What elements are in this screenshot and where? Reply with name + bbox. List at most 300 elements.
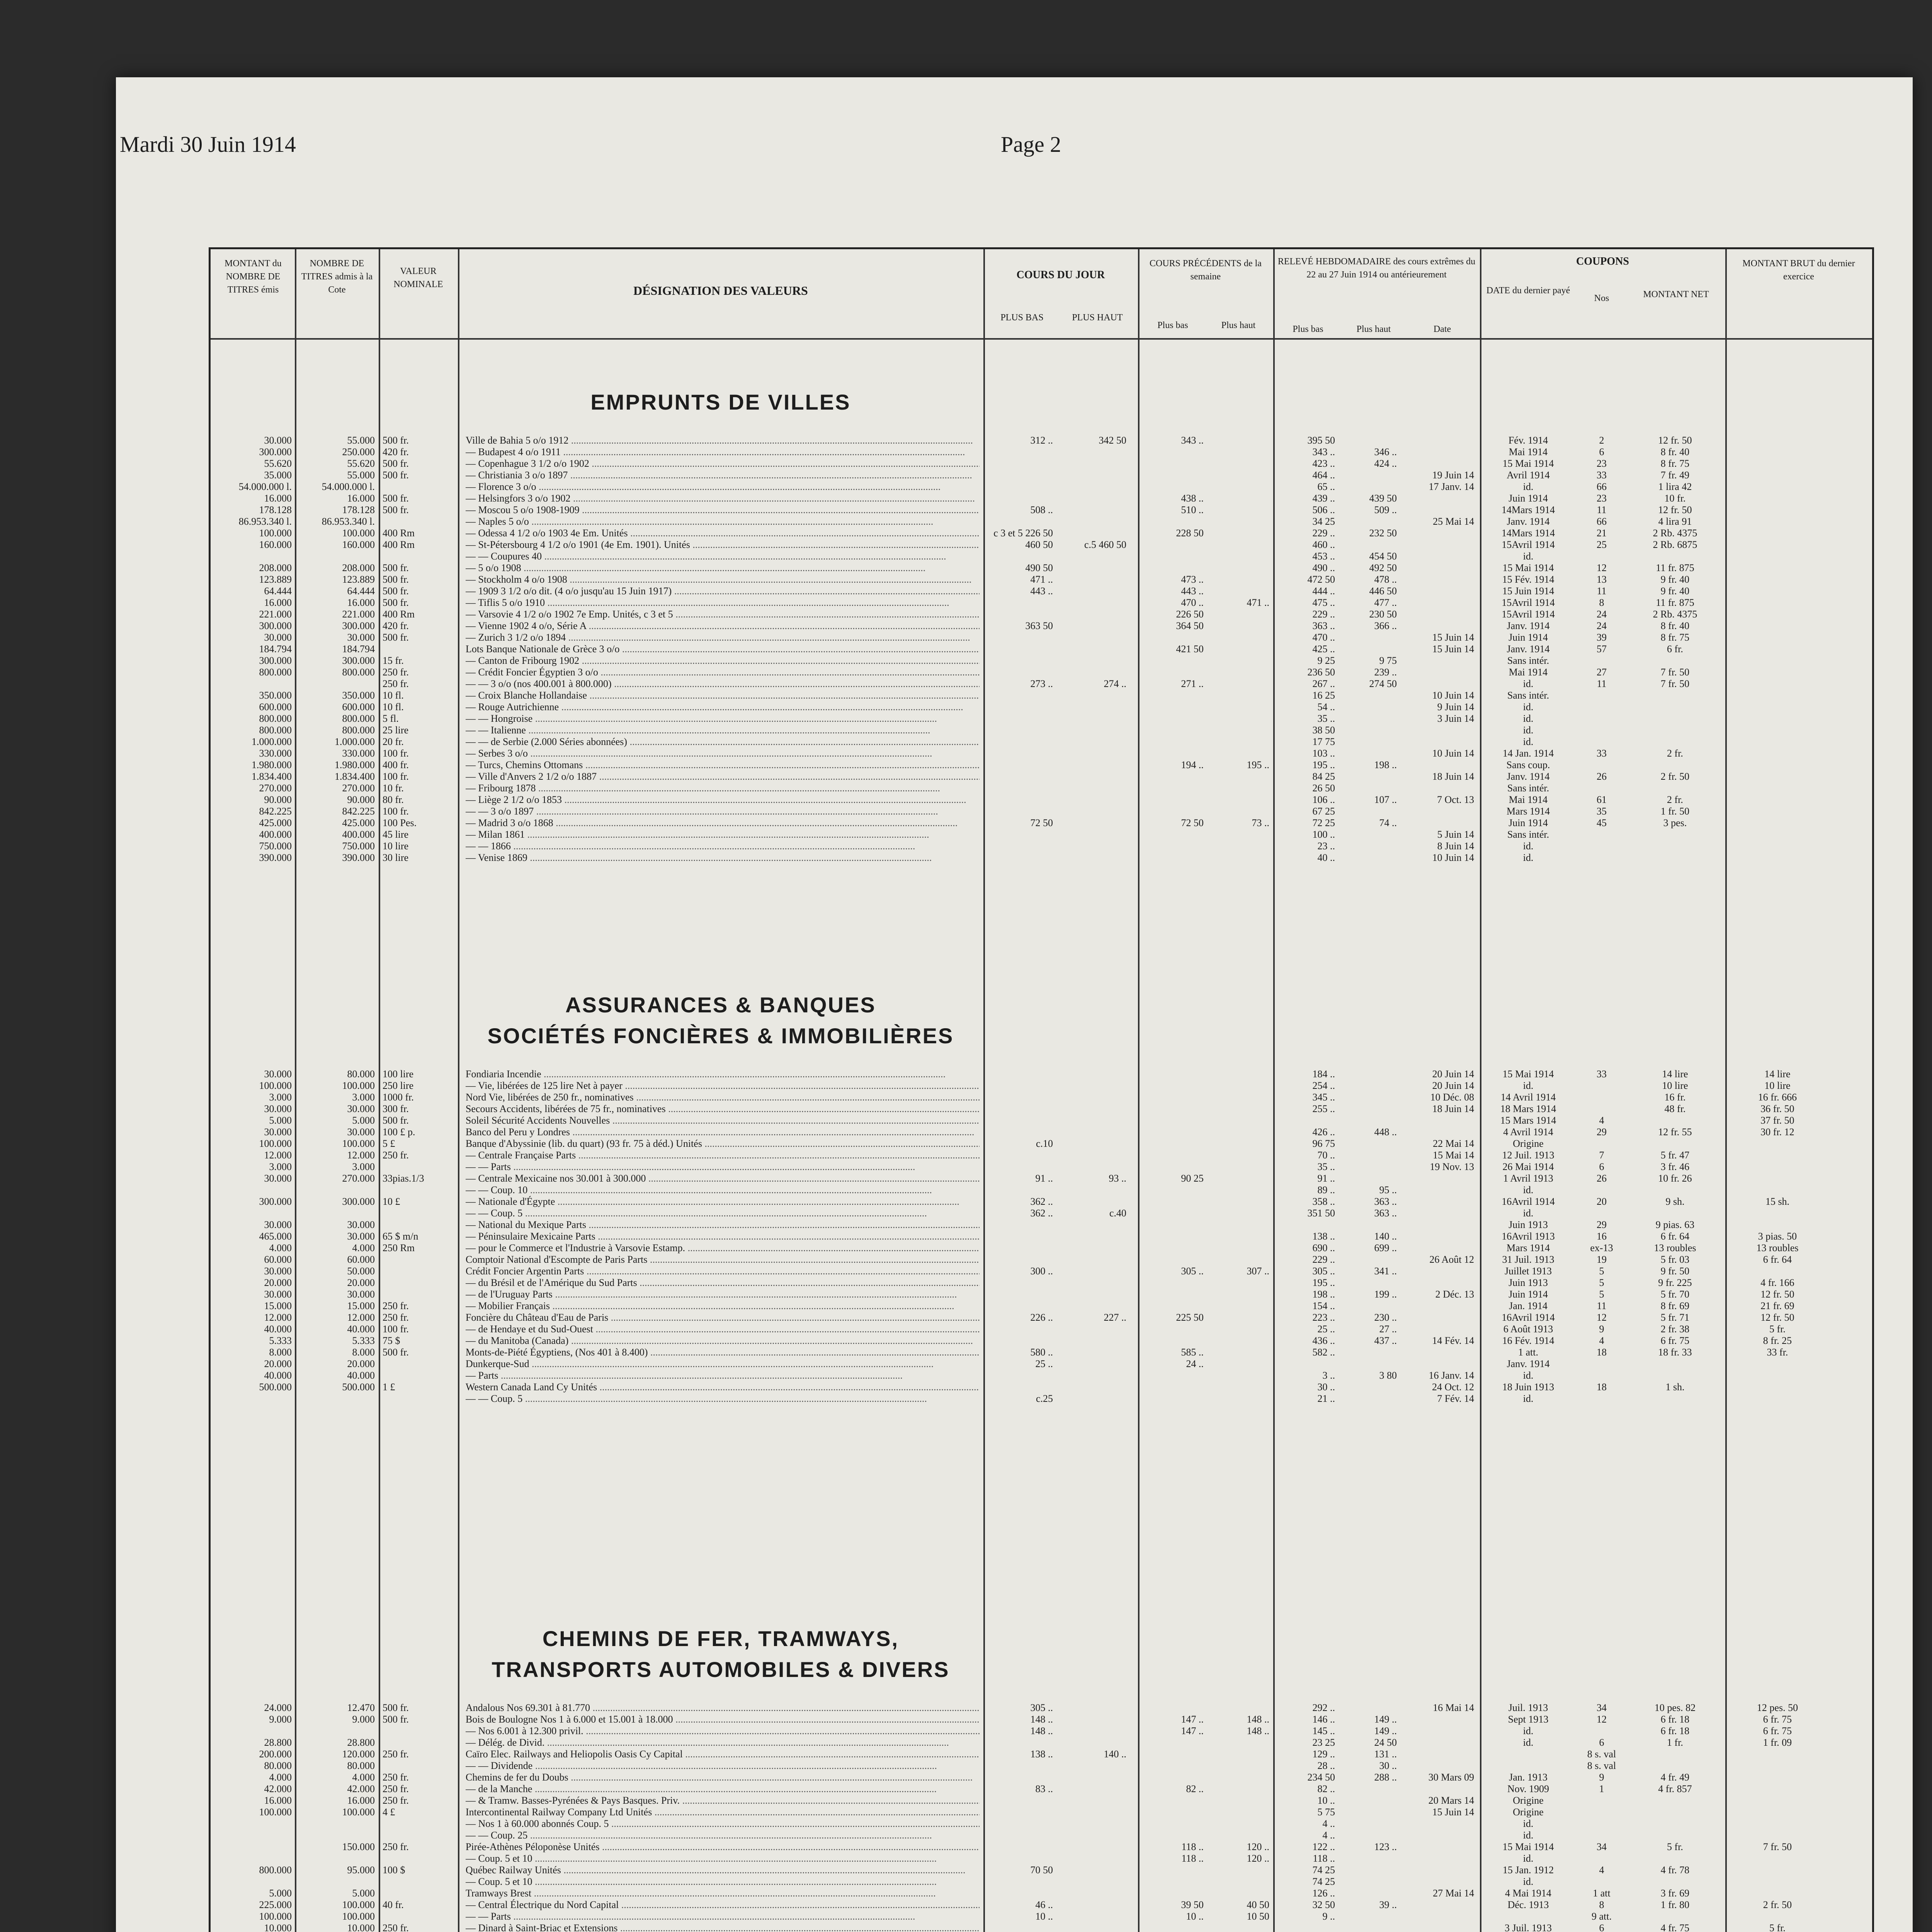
cell-nombre: 55.000: [347, 435, 375, 446]
section-rows: [211, 1702, 1872, 1932]
cell-valeur: 420 fr.: [383, 620, 409, 631]
cell-coupon-num: 8: [1599, 597, 1604, 608]
cell-releve-haut: 140 ..: [1374, 1231, 1397, 1242]
cell-montant-net: 10 pes. 82: [1654, 1702, 1696, 1713]
cell-montant-net: 7 fr. 50: [1660, 667, 1690, 678]
cell-coupon-date: Janv. 1914: [1507, 643, 1550, 655]
cell-releve-date: 22 Mai 14: [1433, 1138, 1474, 1149]
table-row: [211, 1702, 1872, 1714]
cell-designation: — Dinard à Saint-Briac et Extensions .....: [466, 1922, 980, 1932]
cell-valeur: 100 fr.: [383, 806, 409, 817]
cell-montant: 300.000: [259, 620, 292, 631]
cell-designation: Secours Accidents, libérées de 75 fr., nominatives .....: [466, 1103, 980, 1115]
cell-montant-net: 8 fr. 75: [1660, 458, 1690, 469]
cell-valeur: 400 Rm: [383, 527, 415, 539]
cell-coupon-num: 9 att.: [1592, 1911, 1612, 1922]
cell-montant: 86.953.340 l.: [238, 516, 292, 527]
cell-montant-net: 7 fr. 49: [1660, 469, 1690, 481]
cell-releve-bas: 28 ..: [1317, 1760, 1335, 1771]
cell-valeur: 40 fr.: [383, 1899, 404, 1910]
cell-releve-haut: 448 ..: [1374, 1126, 1397, 1138]
cell-valeur: 250 fr.: [383, 1312, 409, 1323]
cell-valeur: 250 fr.: [383, 1841, 409, 1852]
cell-montant-net: 2 Rb. 4375: [1653, 609, 1697, 620]
cell-montant: 1.980.000: [252, 759, 292, 770]
cell-valeur: 500 fr.: [383, 504, 409, 515]
cell-montant-net: 6 fr. 18: [1660, 1714, 1690, 1725]
cell-coupon-num: 35: [1597, 806, 1607, 817]
cell-coupon-date: 26 Mai 1914: [1502, 1161, 1554, 1172]
hdr-rel-bas: Plus bas: [1293, 324, 1323, 334]
cell-montant: 60.000: [264, 1254, 292, 1265]
hdr-montant-net: MONTANT NET: [1643, 289, 1709, 299]
table-row: [211, 1737, 1872, 1748]
cell-nombre: 750.000: [342, 840, 375, 852]
quotation-table: [209, 247, 1874, 1932]
hdr-prec-haut: Plus haut: [1221, 320, 1256, 330]
table-row: [211, 516, 1872, 527]
cell-releve-bas: 16 25: [1312, 690, 1335, 701]
cell-releve-bas: 35 ..: [1317, 713, 1335, 724]
cell-prec-bas: 147 ..: [1181, 1725, 1204, 1736]
cell-releve-bas: 425 ..: [1312, 643, 1335, 655]
cell-releve-haut: 477 ..: [1374, 597, 1397, 608]
cell-valeur: 500 fr.: [383, 493, 409, 504]
cell-releve-date: 27 Mai 14: [1433, 1888, 1474, 1899]
cell-montant: 35.000: [264, 469, 292, 481]
cell-designation: — Nos 1 à 60.000 abonnés Coup. 5 .....: [466, 1818, 980, 1830]
table-row: [211, 1876, 1872, 1888]
cell-coupon-date: 15 Fév. 1914: [1502, 574, 1554, 585]
cell-releve-date: 19 Nov. 13: [1430, 1161, 1474, 1172]
cell-nombre: 842.225: [342, 806, 375, 817]
cell-montant: 15.000: [264, 1300, 292, 1311]
cell-montant-net: 1 sh.: [1665, 1381, 1685, 1393]
cell-coupon-date: 15 Mai 1914: [1502, 1841, 1554, 1852]
cell-montant-brut: 12 fr. 50: [1760, 1312, 1794, 1323]
cell-nombre: 64.444: [347, 585, 375, 597]
cell-designation: — Vie, libérées de 125 lire Net à payer .....: [466, 1080, 980, 1092]
cell-montant-net: 12 fr. 55: [1658, 1126, 1692, 1138]
table-row: [211, 1219, 1872, 1231]
cell-releve-haut: 274 50: [1369, 678, 1397, 689]
cell-designation: — Naples 5 o/o .....: [466, 516, 980, 527]
cell-montant: 750.000: [259, 840, 292, 852]
cell-nombre: 30.000: [347, 1289, 375, 1300]
cell-releve-date: 25 Mai 14: [1433, 516, 1474, 527]
table-row: [211, 643, 1872, 655]
cell-cours-bas: 490 50: [1025, 562, 1053, 573]
cell-montant-brut: 8 fr. 25: [1763, 1335, 1792, 1346]
section-title: CHEMINS DE FER, TRAMWAYS,: [542, 1626, 899, 1651]
cell-montant: 16.000: [264, 1795, 292, 1806]
cell-montant-net: 48 fr.: [1664, 1103, 1686, 1114]
cell-coupon-date: 15Avril 1914: [1502, 609, 1555, 620]
cell-valeur: 500 fr.: [383, 469, 409, 481]
hdr-cours-prec: COURS PRÉCÉDENTS de la semaine: [1149, 259, 1262, 282]
cell-releve-date: 7 Fév. 14: [1437, 1393, 1474, 1404]
cell-valeur: 100 fr.: [383, 771, 409, 782]
cell-montant-net: 8 fr. 40: [1660, 620, 1690, 631]
cell-montant: 400.000: [259, 829, 292, 840]
cell-releve-bas: 100 ..: [1312, 829, 1335, 840]
cell-releve-haut: 239 ..: [1374, 667, 1397, 678]
cell-releve-bas: 234 50: [1307, 1772, 1335, 1783]
cell-montant-brut: 1 fr. 09: [1763, 1737, 1792, 1748]
cell-valeur: 400 Rm: [383, 539, 415, 550]
cell-coupon-num: 12: [1597, 1312, 1607, 1323]
cell-releve-bas: 5 75: [1317, 1806, 1335, 1818]
cell-releve-haut: 492 50: [1369, 562, 1397, 573]
cell-montant-brut: 4 fr. 166: [1760, 1277, 1794, 1288]
cell-releve-haut: 366 ..: [1374, 620, 1397, 631]
cell-releve-bas: 67 25: [1312, 806, 1335, 817]
cell-releve-bas: 129 ..: [1312, 1748, 1335, 1760]
table-row: [211, 736, 1872, 748]
cell-montant: 12.000: [264, 1312, 292, 1323]
cell-releve-bas: 444 ..: [1312, 585, 1335, 597]
cell-designation: — Coup. 5 et 10 .....: [466, 1876, 980, 1888]
cell-nombre: 221.000: [342, 609, 375, 620]
cell-prec-bas: 194 ..: [1181, 759, 1204, 770]
cell-montant-net: 5 fr. 71: [1660, 1312, 1690, 1323]
cell-montant-brut: 5 fr.: [1769, 1922, 1786, 1932]
table-row: [211, 1370, 1872, 1381]
cell-designation: — Canton de Fribourg 1902 .....: [466, 655, 980, 667]
cell-designation: — Liège 2 1/2 o/o 1853 .....: [466, 794, 980, 806]
cell-cours-bas: 312 ..: [1030, 435, 1053, 446]
cell-prec-bas: 226 50: [1176, 609, 1204, 620]
cell-coupon-date: 12 Juil. 1913: [1502, 1150, 1554, 1161]
cell-prec-bas: 118 ..: [1181, 1853, 1204, 1864]
cell-nombre: 100.000: [342, 1080, 375, 1091]
cell-valeur: 500 fr.: [383, 632, 409, 643]
cell-montant-brut: 13 roubles: [1756, 1242, 1799, 1253]
cell-valeur: 33pias.1/3: [383, 1173, 424, 1184]
cell-coupon-num: 45: [1597, 817, 1607, 828]
cell-valeur: 250 lire: [383, 1080, 414, 1091]
cell-coupon-num: 13: [1597, 574, 1607, 585]
cell-releve-bas: 70 ..: [1317, 1150, 1335, 1161]
cell-coupon-date: id.: [1523, 1876, 1534, 1887]
cell-releve-bas: 439 ..: [1312, 493, 1335, 504]
cell-montant: 800.000: [259, 1864, 292, 1876]
cell-nombre: 390.000: [342, 852, 375, 863]
cell-designation: Dunkerque-Sud .....: [466, 1358, 980, 1370]
cell-montant: 270.000: [259, 782, 292, 794]
cell-valeur: 500 fr.: [383, 574, 409, 585]
table-row: [211, 713, 1872, 724]
cell-montant: 100.000: [259, 1911, 292, 1922]
cell-prec-haut: 307 ..: [1247, 1265, 1269, 1277]
cell-coupon-num: 33: [1597, 748, 1607, 759]
cell-cours-bas: 70 50: [1030, 1864, 1053, 1876]
cell-designation: — — 3 o/o 1897 .....: [466, 806, 980, 817]
cell-releve-bas: 195 ..: [1312, 1277, 1335, 1288]
cell-montant-net: 6 fr. 18: [1660, 1725, 1690, 1736]
cell-releve-haut: 341 ..: [1374, 1265, 1397, 1277]
cell-montant: 30.000: [264, 1289, 292, 1300]
cell-cours-bas: 362 ..: [1030, 1208, 1053, 1219]
cell-cours-bas: 273 ..: [1030, 678, 1053, 689]
section-rows: [211, 435, 1872, 864]
cell-releve-haut: 149 ..: [1374, 1725, 1397, 1736]
table-row: [211, 806, 1872, 817]
hdr-plus-bas: PLUS BAS: [1000, 313, 1044, 323]
cell-designation: Banque d'Abyssinie (lib. du quart) (93 fr. 75 à déd.) Unités .....: [466, 1138, 980, 1150]
hdr-valeur: VALEUR NOMINALE: [393, 266, 443, 289]
cell-coupon-date: Origine: [1513, 1795, 1544, 1806]
cell-coupon-date: id.: [1523, 701, 1534, 713]
cell-coupon-num: ex-13: [1590, 1242, 1613, 1253]
cell-montant: 10.000: [264, 1922, 292, 1932]
cell-coupon-date: 1 Avril 1913: [1503, 1173, 1553, 1184]
cell-designation: — Parts .....: [466, 1370, 980, 1381]
cell-montant: 30.000: [264, 632, 292, 643]
cell-releve-date: 30 Mars 09: [1428, 1772, 1474, 1783]
cell-coupon-num: 66: [1597, 481, 1607, 492]
cell-releve-bas: 9 ..: [1322, 1911, 1335, 1922]
cell-releve-haut: 454 50: [1369, 551, 1397, 562]
cell-coupon-num: 11: [1597, 585, 1607, 597]
cell-nombre: 123.889: [342, 574, 375, 585]
cell-releve-bas: 106 ..: [1312, 794, 1335, 805]
table-row: [211, 1772, 1872, 1783]
cell-montant-net: 9 fr. 40: [1660, 574, 1690, 585]
cell-releve-bas: 198 ..: [1312, 1289, 1335, 1300]
cell-designation: — — Hongroise .....: [466, 713, 980, 724]
cell-designation: — de la Manche .....: [466, 1783, 980, 1795]
cell-montant: 24.000: [264, 1702, 292, 1713]
cell-montant-net: 6 fr. 64: [1660, 1231, 1690, 1242]
cell-montant: 5.333: [269, 1335, 292, 1346]
cell-releve-bas: 72 25: [1312, 817, 1335, 828]
cell-coupon-num: 34: [1597, 1841, 1607, 1852]
hdr-releve: RELEVÉ HEBDOMADAIRE des cours extrêmes du 22 au 27 Juin 1914 ou antérieurement: [1277, 257, 1476, 280]
cell-releve-bas: 475 ..: [1312, 597, 1335, 608]
hdr-nombre: NOMBRE DE TITRES admis à la Cote: [301, 259, 373, 295]
cell-montant-net: 8 fr. 40: [1660, 446, 1690, 457]
cell-designation: — Coup. 5 et 10 .....: [466, 1853, 980, 1864]
cell-coupon-num: 11: [1597, 678, 1607, 689]
cell-nombre: 800.000: [342, 724, 375, 736]
cell-coupon-num: 2: [1599, 435, 1604, 446]
cell-coupon-num: 7: [1599, 1150, 1604, 1161]
cell-nombre: 28.800: [347, 1737, 375, 1748]
cell-valeur: 25 lire: [383, 724, 409, 736]
table-row: [211, 609, 1872, 620]
cell-montant-net: 16 fr.: [1664, 1092, 1686, 1103]
cell-nombre: 30.000: [347, 632, 375, 643]
cell-designation: — Centrale Française Parts .....: [466, 1150, 980, 1161]
cell-valeur: 1 £: [383, 1381, 395, 1393]
cell-montant-net: 8 fr. 75: [1660, 632, 1690, 643]
hdr-designation: DÉSIGNATION DES VALEURS: [633, 284, 808, 298]
cell-designation: Fondiaria Incendie .....: [466, 1068, 980, 1080]
cell-coupon-date: 16 Fév. 1914: [1502, 1335, 1554, 1346]
cell-montant-net: 5 fr.: [1667, 1841, 1683, 1852]
cell-montant: 9.000: [269, 1714, 292, 1725]
cell-nombre: 30.000: [347, 1231, 375, 1242]
table-row: [211, 585, 1872, 597]
table-row: [211, 458, 1872, 469]
cell-valeur: 10 lire: [383, 840, 409, 852]
table-row: [211, 817, 1872, 829]
cell-coupon-num: 21: [1597, 527, 1607, 539]
cell-releve-bas: 4 ..: [1322, 1818, 1335, 1829]
cell-releve-haut: 437 ..: [1374, 1335, 1397, 1346]
cell-coupon-date: Origine: [1513, 1138, 1544, 1149]
cell-nombre: 100.000: [342, 1138, 375, 1149]
table-row: [211, 1300, 1872, 1312]
cell-cours-bas: c 3 et 5 226 50: [993, 527, 1053, 539]
cell-nombre: 16.000: [347, 597, 375, 608]
cell-montant: 30.000: [264, 1068, 292, 1080]
cell-coupon-date: 15Avril 1914: [1502, 539, 1555, 550]
table-row: [211, 1899, 1872, 1911]
cell-nombre: 20.000: [347, 1277, 375, 1288]
cell-valeur: 5 fl.: [383, 713, 399, 724]
cell-montant-net: 5 fr. 47: [1660, 1150, 1690, 1161]
cell-designation: Québec Railway Unités .....: [466, 1864, 980, 1876]
table-row: [211, 632, 1872, 643]
cell-coupon-num: 6: [1599, 1922, 1604, 1932]
cell-nombre: 50.000: [347, 1265, 375, 1277]
section-title: EMPRUNTS DE VILLES: [590, 390, 851, 414]
cell-cours-bas: 25 ..: [1035, 1358, 1053, 1369]
cell-releve-bas: 436 ..: [1312, 1335, 1335, 1346]
cell-nombre: 15.000: [347, 1300, 375, 1311]
cell-cours-bas: 580 ..: [1030, 1347, 1053, 1358]
cell-releve-haut: 478 ..: [1374, 574, 1397, 585]
cell-nombre: 80.000: [347, 1068, 375, 1080]
cell-releve-haut: 74 ..: [1379, 817, 1397, 828]
cell-designation: Caïro Elec. Railways and Heliopolis Oasis Cy Capital .....: [466, 1748, 980, 1760]
cell-montant-net: 1 lira 42: [1658, 481, 1692, 492]
cell-releve-bas: 184 ..: [1312, 1068, 1335, 1080]
cell-releve-bas: 17 75: [1312, 736, 1335, 747]
cell-coupon-num: 23: [1597, 493, 1607, 504]
table-row: [211, 655, 1872, 667]
cell-prec-bas: 510 ..: [1181, 504, 1204, 515]
cell-nombre: 600.000: [342, 701, 375, 713]
cell-montant-net: 8 fr. 69: [1660, 1300, 1690, 1311]
cell-montant: 40.000: [264, 1323, 292, 1335]
cell-montant-net: 11 fr. 875: [1656, 562, 1694, 573]
table-row: [211, 794, 1872, 806]
cell-releve-bas: 40 ..: [1317, 852, 1335, 863]
cell-coupon-date: id.: [1523, 1725, 1534, 1736]
cell-releve-bas: 146 ..: [1312, 1714, 1335, 1725]
cell-montant-brut: 2 fr. 50: [1763, 1899, 1792, 1910]
cell-montant-brut: 6 fr. 64: [1763, 1254, 1792, 1265]
table-row: [211, 1242, 1872, 1254]
cell-coupon-num: 8 s. val: [1587, 1760, 1616, 1771]
cell-montant-brut: 21 fr. 69: [1760, 1300, 1794, 1311]
cell-valeur: 10 fl.: [383, 701, 404, 713]
cell-releve-date: 15 Juin 14: [1432, 643, 1474, 655]
cell-valeur: 500 fr.: [383, 585, 409, 597]
cell-releve-bas: 3 ..: [1322, 1370, 1335, 1381]
cell-coupon-date: 15Avril 1914: [1502, 597, 1555, 608]
cell-coupon-num: 5: [1599, 1265, 1604, 1277]
cell-releve-date: 15 Juin 14: [1432, 632, 1474, 643]
cell-prec-haut: 148 ..: [1247, 1725, 1269, 1736]
cell-releve-bas: 82 ..: [1317, 1783, 1335, 1794]
cell-valeur: 500 fr.: [383, 1347, 409, 1358]
cell-designation: — — Parts .....: [466, 1911, 980, 1922]
table-row: [211, 667, 1872, 678]
cell-nombre: 40.000: [347, 1323, 375, 1335]
table-row: [211, 1830, 1872, 1841]
cell-montant-net: 10 fr.: [1664, 493, 1686, 504]
cell-montant: 20.000: [264, 1358, 292, 1369]
cell-coupon-date: id.: [1523, 852, 1534, 863]
cell-releve-bas: 74 25: [1312, 1876, 1335, 1887]
cell-designation: — Turcs, Chemins Ottomans .....: [466, 759, 980, 771]
cell-coupon-date: 6 Août 1913: [1503, 1323, 1553, 1335]
cell-releve-bas: 91 ..: [1317, 1173, 1335, 1184]
cell-nombre: 55.000: [347, 469, 375, 481]
cell-prec-bas: 82 ..: [1186, 1783, 1204, 1794]
cell-montant-net: 9 pias. 63: [1655, 1219, 1695, 1230]
cell-coupon-date: 16Avril 1914: [1502, 1196, 1555, 1207]
cell-coupon-date: Sans intér.: [1507, 690, 1549, 701]
cell-cours-bas: 148 ..: [1030, 1725, 1053, 1736]
cell-coupon-num: 18: [1597, 1347, 1607, 1358]
cell-coupon-date: Juin 1913: [1509, 1219, 1548, 1230]
cell-montant: 30.000: [264, 1173, 292, 1184]
cell-valeur: 15 fr.: [383, 655, 404, 666]
cell-coupon-date: 14Mars 1914: [1502, 504, 1555, 515]
cell-coupon-date: Janv. 1914: [1507, 1358, 1550, 1369]
cell-releve-date: 10 Juin 14: [1432, 852, 1474, 863]
cell-montant: 842.225: [259, 806, 292, 817]
cell-nombre: 400.000: [342, 829, 375, 840]
cell-coupon-date: id.: [1523, 724, 1534, 736]
table-row: [211, 481, 1872, 493]
cell-montant-brut: 15 sh.: [1765, 1196, 1790, 1207]
cell-designation: — Rouge Autrichienne .....: [466, 701, 980, 713]
cell-montant-net: 4 fr. 857: [1658, 1783, 1692, 1794]
cell-nombre: 16.000: [347, 493, 375, 504]
cell-montant: 390.000: [259, 852, 292, 863]
cell-designation: — Centrale Mexicaine nos 30.001 à 300.000 .....: [466, 1173, 980, 1184]
cell-cours-bas: 226 ..: [1030, 1312, 1053, 1323]
cell-prec-bas: 225 50: [1176, 1312, 1204, 1323]
cell-releve-haut: 346 ..: [1374, 446, 1397, 457]
cell-cours-bas: 138 ..: [1030, 1748, 1053, 1760]
table-row: [211, 469, 1872, 481]
cell-cours-bas: 83 ..: [1035, 1783, 1053, 1794]
cell-nombre: 425.000: [342, 817, 375, 828]
cell-coupon-num: 33: [1597, 469, 1607, 481]
cell-valeur: 500 fr.: [383, 562, 409, 573]
cell-designation: — Helsingfors 3 o/o 1902 .....: [466, 493, 980, 504]
cell-coupon-date: Juin 1914: [1509, 1289, 1548, 1300]
cell-nombre: 8.000: [352, 1347, 375, 1358]
cell-montant-net: 2 fr. 50: [1660, 771, 1690, 782]
cell-designation: — du Brésil et de l'Amérique du Sud Parts .....: [466, 1277, 980, 1289]
cell-montant-net: 9 fr. 50: [1660, 1265, 1690, 1277]
cell-valeur: 10 £: [383, 1196, 400, 1207]
cell-releve-haut: 363 ..: [1374, 1196, 1397, 1207]
cell-nombre: 4.000: [352, 1242, 375, 1253]
cell-coupon-num: 6: [1599, 446, 1604, 457]
cell-valeur: 500 fr.: [383, 1115, 409, 1126]
cell-releve-bas: 426 ..: [1312, 1126, 1335, 1138]
cell-coupon-date: id.: [1523, 678, 1534, 689]
